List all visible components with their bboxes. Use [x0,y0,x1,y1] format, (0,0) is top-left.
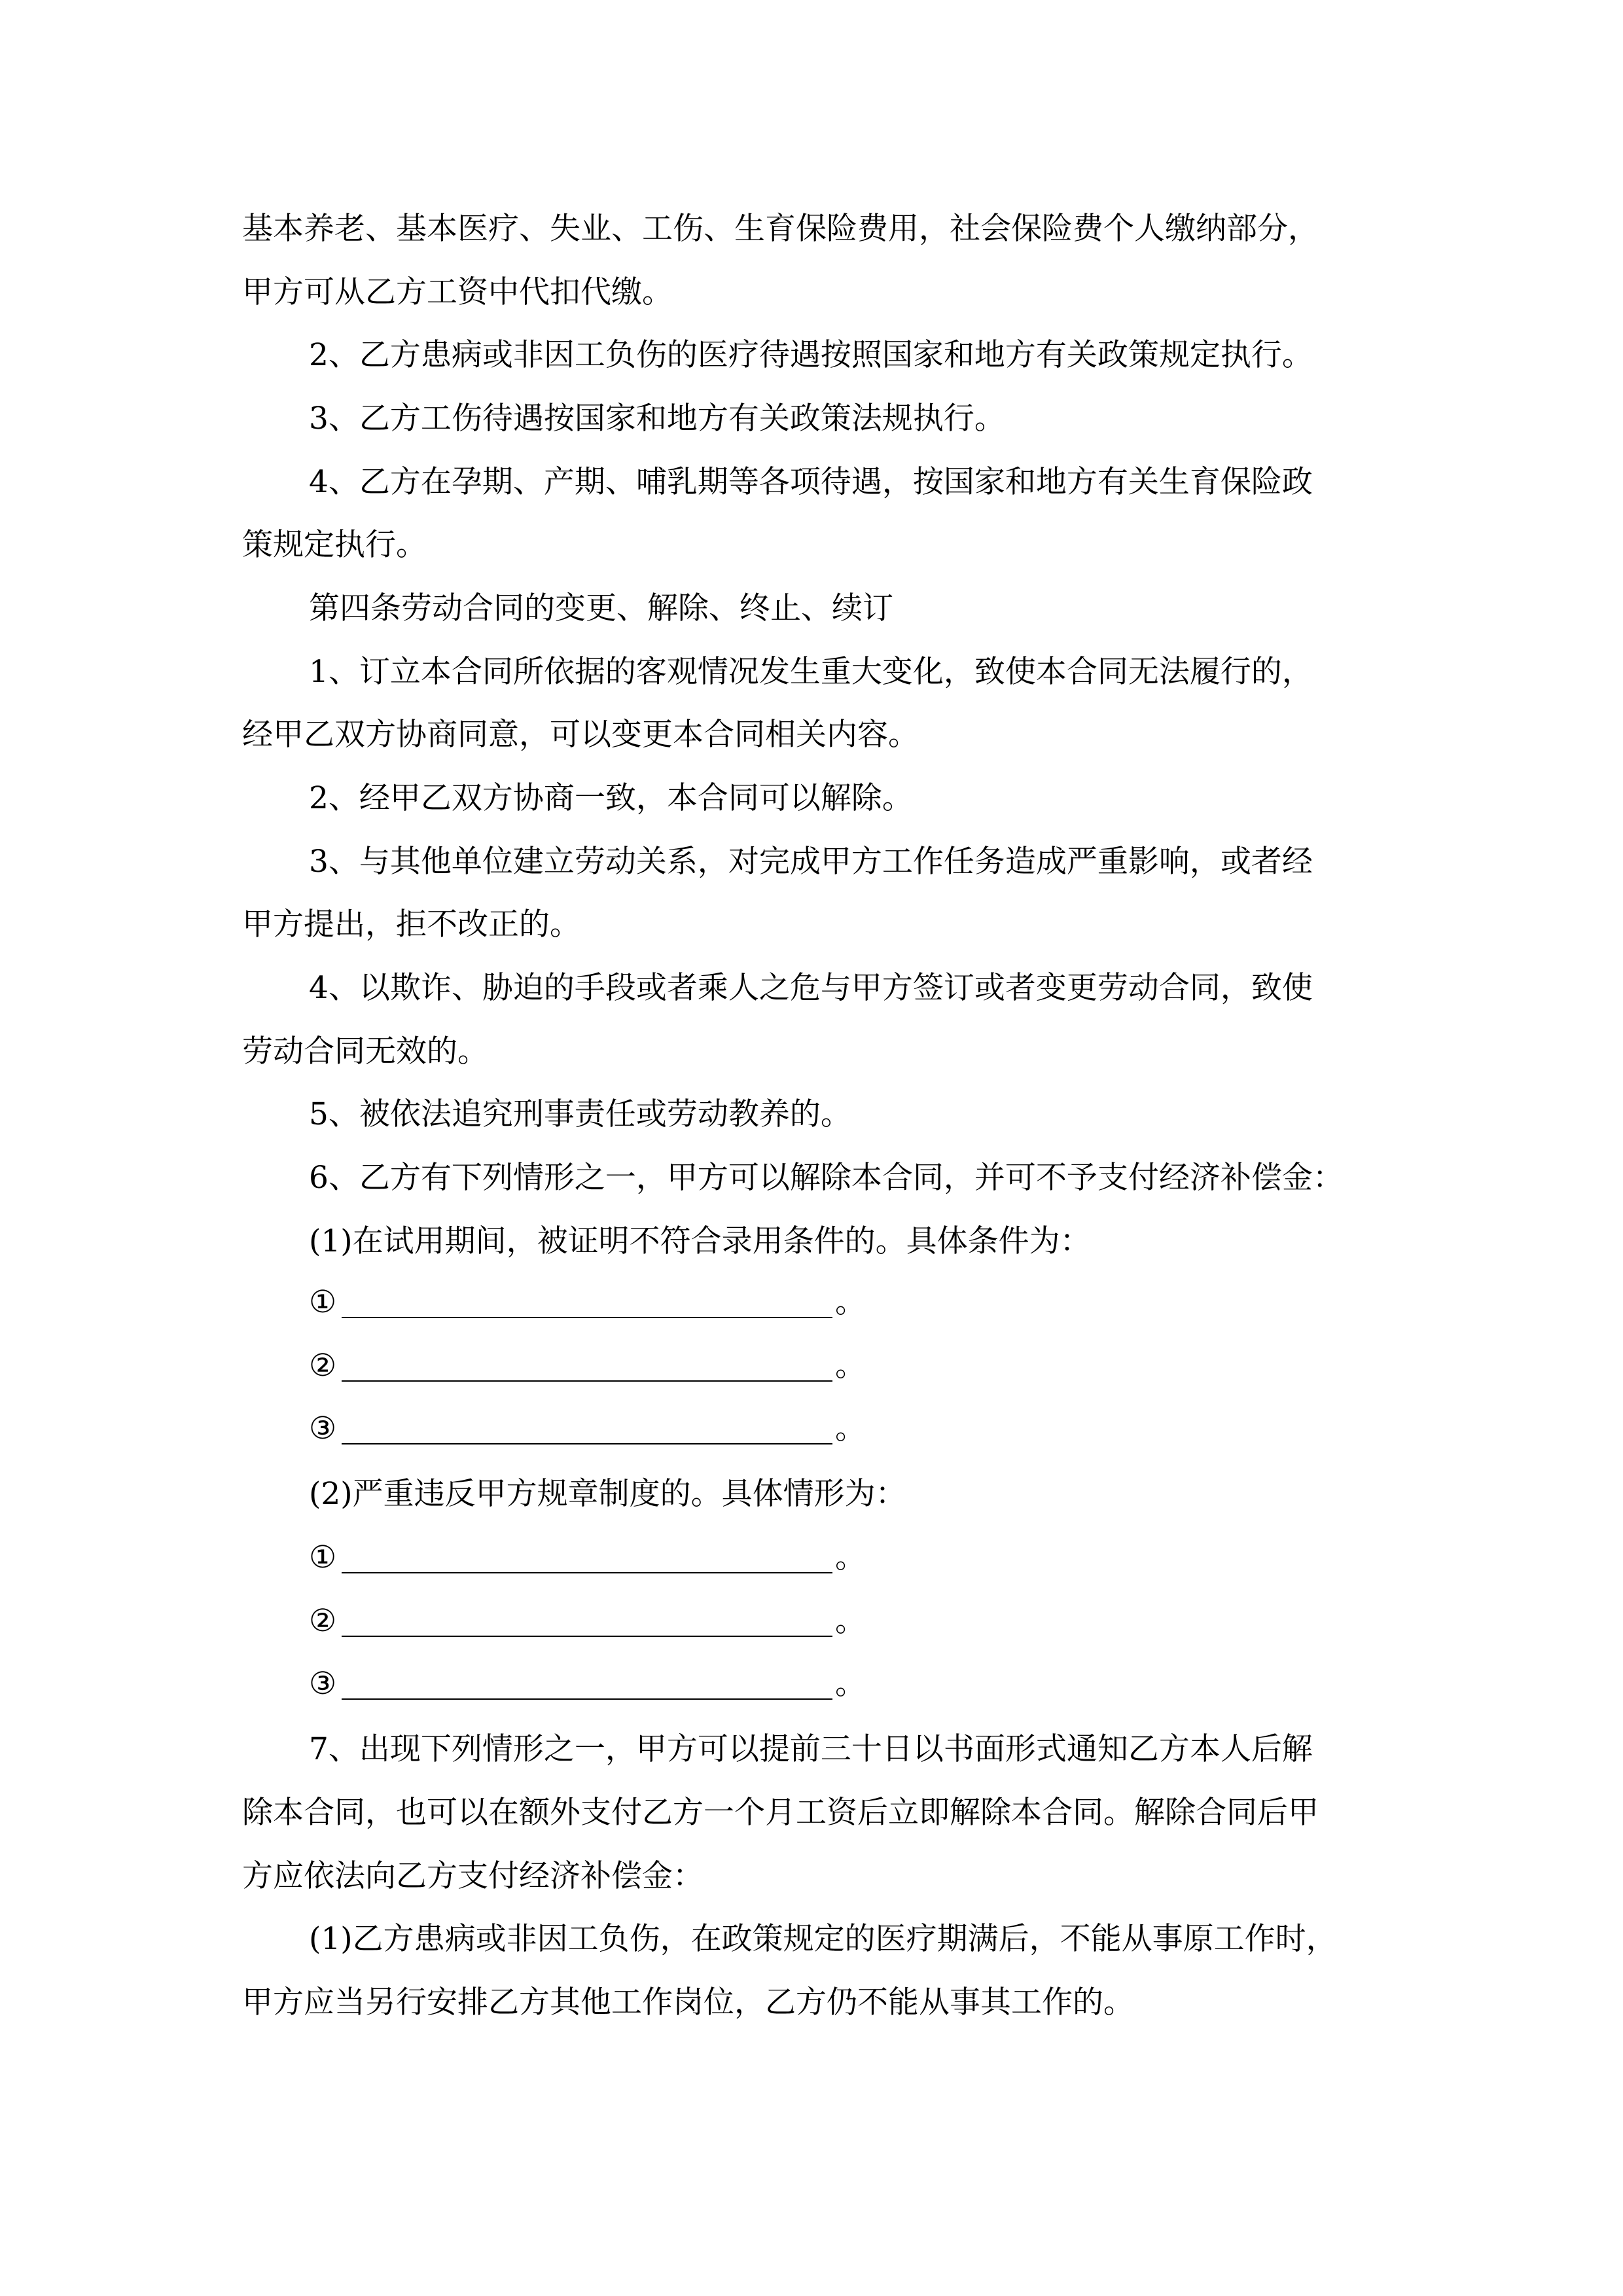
paragraph-line: 6、乙方有下列情形之一，甲方可以解除本合同，并可不予支付经济补偿金： [309,1160,1344,1196]
blank-underline[interactable] [342,1283,832,1318]
blank-number: ① [309,1539,337,1575]
blank-number: ③ [309,1410,337,1446]
blank-underline[interactable] [342,1538,832,1573]
blank-number: ② [309,1603,337,1639]
sub-clause: (1)在试用期间，被证明不符合录用条件的。具体条件为： [309,1223,1091,1259]
paragraph-line: 经甲乙双方协商同意，可以变更本合同相关内容。 [242,717,919,753]
paragraph-line: 2、经甲乙双方协商一致，本合同可以解除。 [309,780,913,816]
blank-number: ③ [309,1666,337,1702]
sub-clause: (1)乙方患病或非因工负伤，在政策规定的医疗期满后，不能从事原工作时， [309,1921,1337,1957]
blank-underline[interactable] [342,1664,832,1700]
paragraph-line: 4、以欺诈、胁迫的手段或者乘人之危与甲方签订或者变更劳动合同，致使 [309,970,1313,1006]
paragraph-line: 4、乙方在孕期、产期、哺乳期等各项待遇，按国家和地方有关生育保险政 [309,464,1313,500]
blank-period: 。 [835,1603,866,1639]
fill-in-blank[interactable] [309,1602,866,1641]
blank-underline[interactable] [342,1602,832,1637]
blank-number: ① [309,1284,337,1320]
paragraph-line: 3、与其他单位建立劳动关系，对完成甲方工作任务造成严重影响，或者经 [309,844,1313,880]
sub-clause: (2)严重违反甲方规章制度的。具体情形为： [309,1476,906,1512]
paragraph-line: 方应依法向乙方支付经济补偿金： [242,1858,704,1894]
fill-in-blank[interactable] [309,1409,866,1448]
paragraph-line: 3、乙方工伤待遇按国家和地方有关政策法规执行。 [309,401,1005,437]
fill-in-blank[interactable] [309,1346,866,1386]
paragraph-line: 5、被依法追究刑事责任或劳动教养的。 [309,1096,851,1132]
blank-number: ② [309,1348,337,1384]
fill-in-blank[interactable] [309,1283,866,1322]
paragraph-line: 策规定执行。 [242,527,427,563]
blank-underline[interactable] [342,1409,832,1444]
blank-period: 。 [835,1348,866,1384]
fill-in-blank[interactable] [309,1664,866,1704]
paragraph-line: 2、乙方患病或非因工负伤的医疗待遇按照国家和地方有关政策规定执行。 [309,337,1313,373]
paragraph-line: 甲方提出，拒不改正的。 [242,906,580,942]
paragraph-line: 劳动合同无效的。 [242,1033,488,1069]
paragraph-line: 甲方应当另行安排乙方其他工作岗位，乙方仍不能从事其工作的。 [242,1984,1134,2020]
fill-in-blank[interactable] [309,1538,866,1577]
blank-period: 。 [835,1666,866,1702]
blank-period: 。 [835,1539,866,1575]
blank-underline[interactable] [342,1346,832,1382]
paragraph-line: 基本养老、基本医疗、失业、工伤、生育保险费用，社会保险费个人缴纳部分， [242,211,1319,247]
paragraph-line: 1、订立本合同所依据的客观情况发生重大变化，致使本合同无法履行的， [309,654,1313,690]
paragraph-line: 除本合同，也可以在额外支付乙方一个月工资后立即解除本合同。解除合同后甲 [242,1795,1319,1831]
blank-period: 。 [835,1284,866,1320]
paragraph-line: 7、出现下列情形之一，甲方可以提前三十日以书面形式通知乙方本人后解 [309,1731,1313,1767]
section-heading: 第四条劳动合同的变更、解除、终止、续订 [309,590,893,626]
paragraph-line: 甲方可从乙方工资中代扣代缴。 [242,274,673,310]
blank-period: 。 [835,1410,866,1446]
